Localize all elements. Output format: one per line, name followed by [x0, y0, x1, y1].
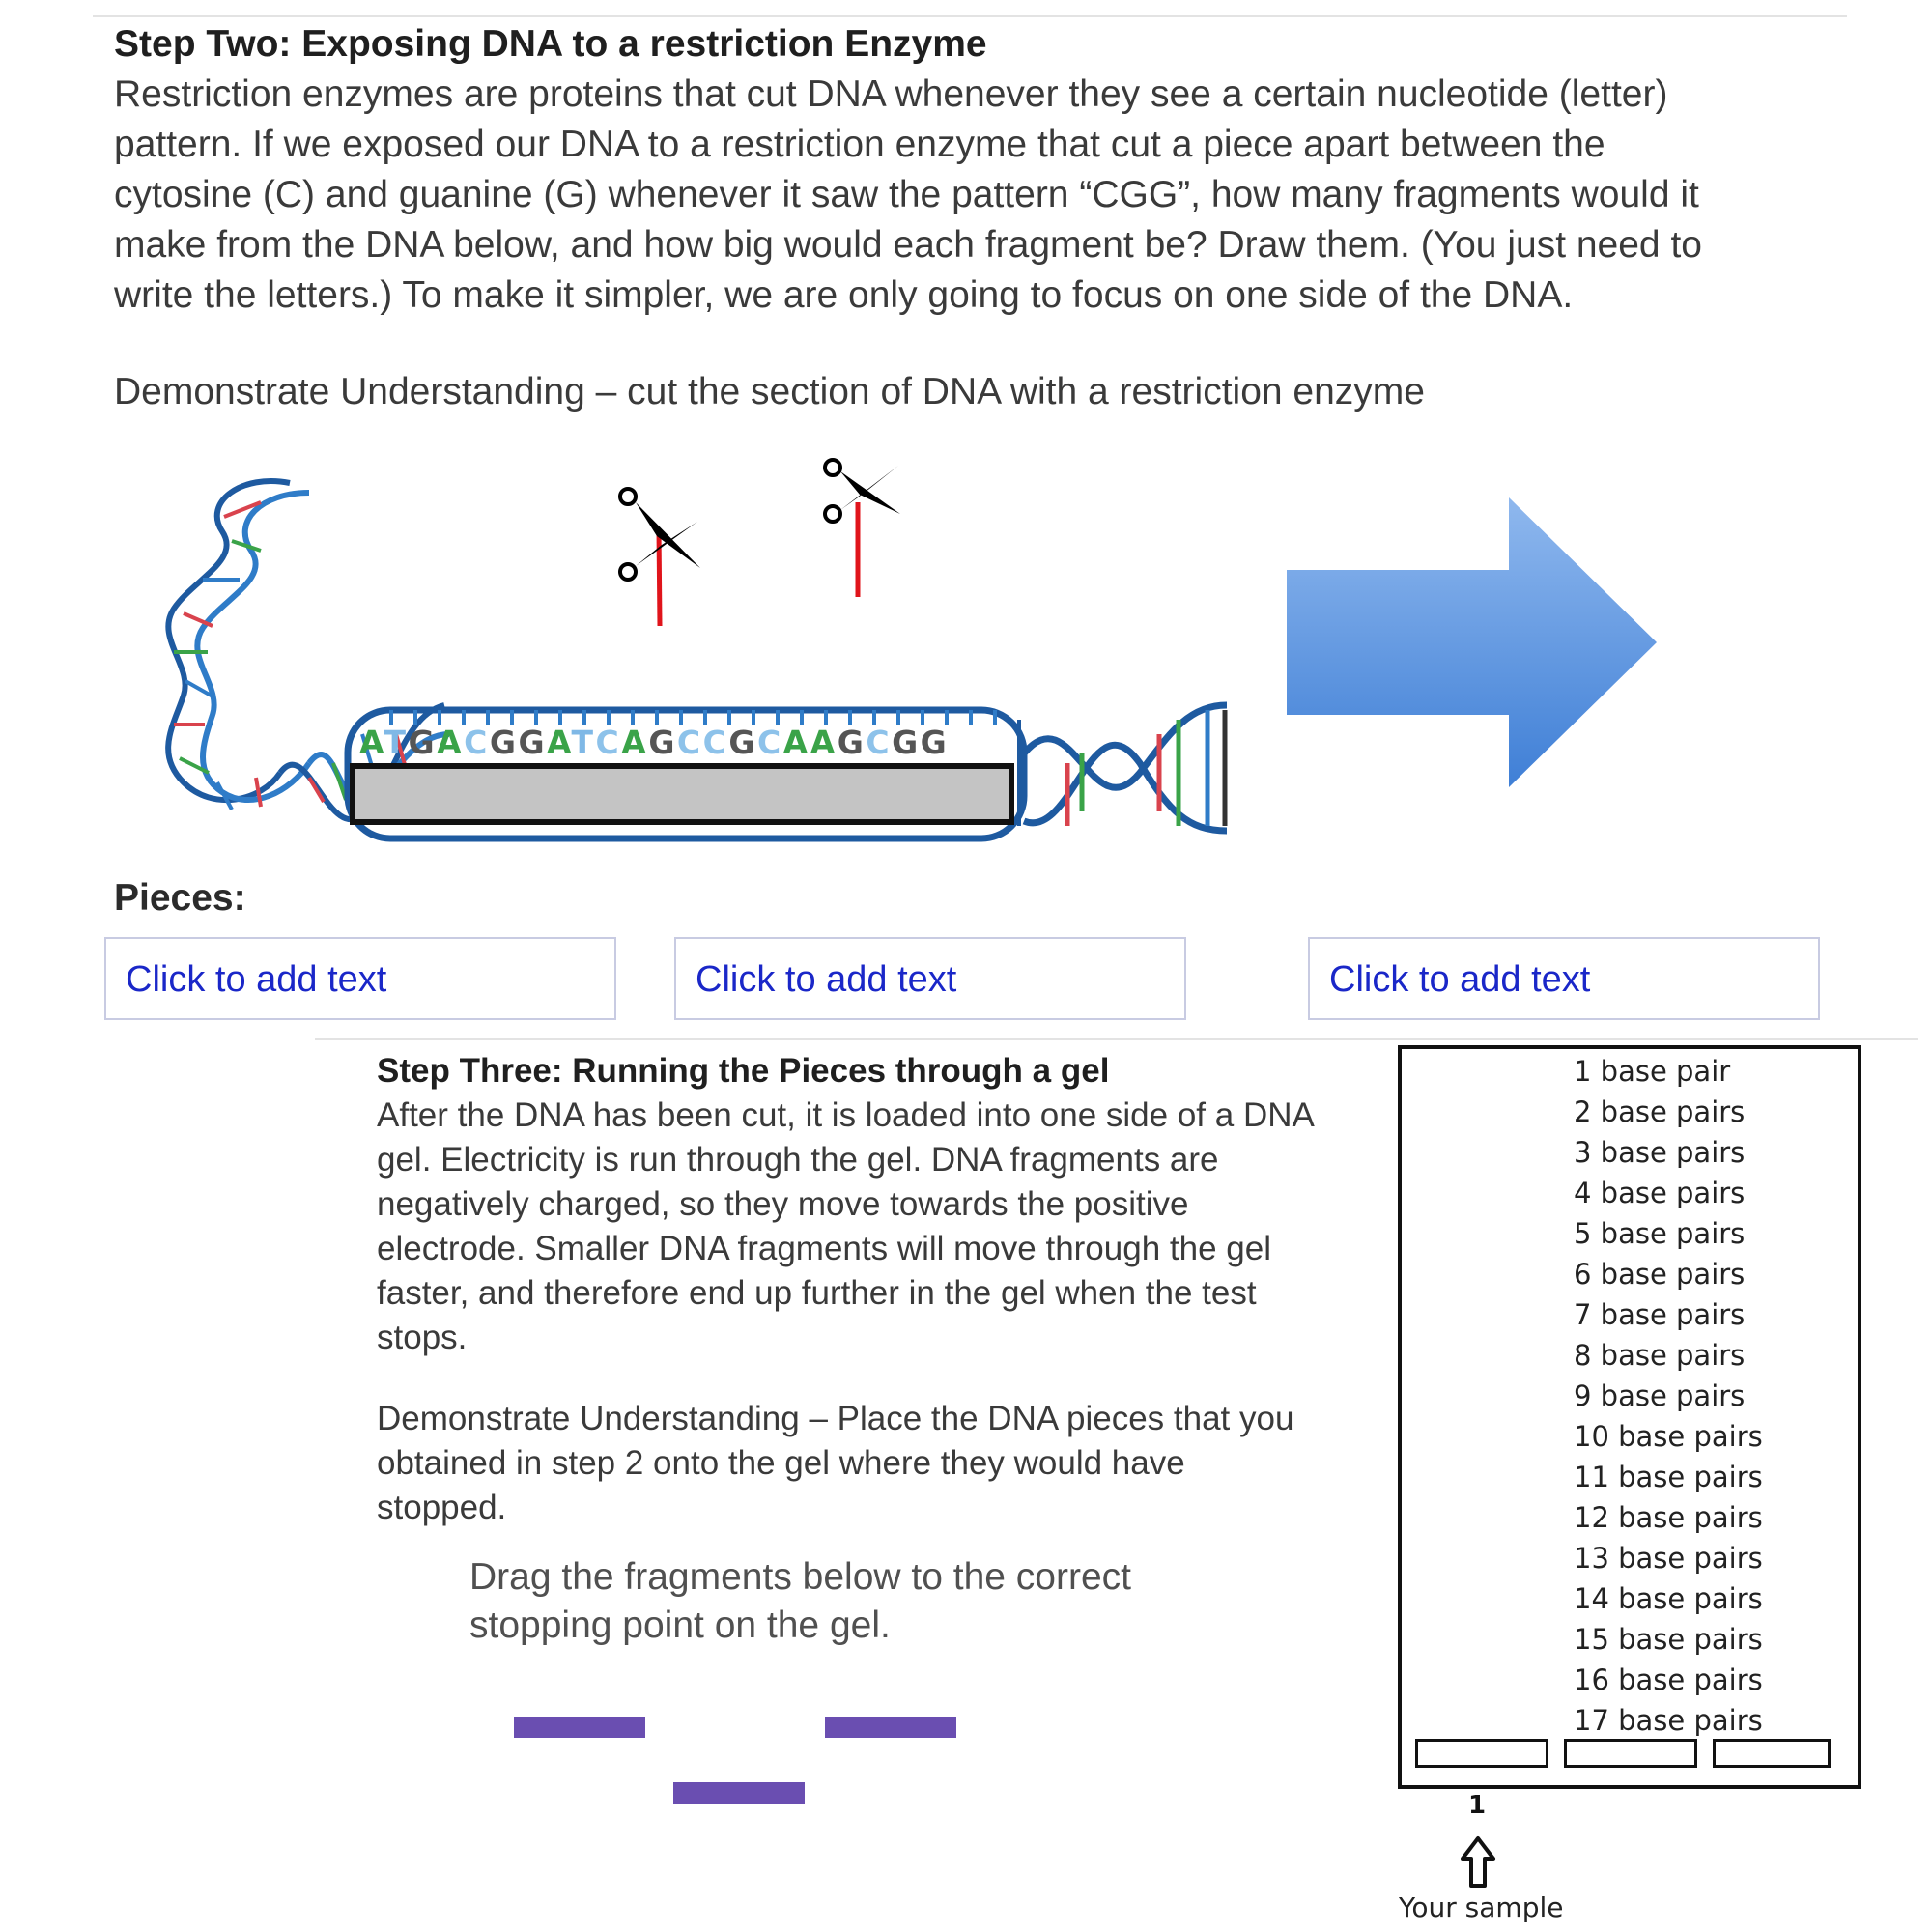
gel-well[interactable]	[1415, 1739, 1548, 1768]
step-two-body-line: write the letters.) To make it simpler, we are only going to focus on one side of the DNA.	[114, 274, 1574, 316]
draggable-fragment-3[interactable]	[673, 1782, 805, 1804]
step-three-body-line: gel. Electricity is run through the gel. DNA fragments are	[377, 1141, 1219, 1179]
nucleotide-letter: T	[571, 724, 596, 761]
gel-wells	[1415, 1739, 1850, 1768]
piece-text-box-1[interactable]: Click to add text	[104, 937, 616, 1020]
nucleotide-letter: C	[756, 724, 783, 761]
nucleotide-letter: A	[782, 724, 810, 761]
gel-ladder-label: 8 base pairs	[1574, 1339, 1746, 1372]
nucleotide-letter: G	[518, 724, 548, 761]
gel-ladder-label: 16 base pairs	[1574, 1663, 1763, 1696]
dna-coil	[168, 481, 309, 810]
dna-complement-bar	[353, 766, 1011, 822]
gel-ladder-label: 11 base pairs	[1574, 1461, 1763, 1493]
nucleotide-letter: G	[408, 724, 438, 761]
nucleotide-letter: G	[892, 724, 921, 761]
lane-number: 1	[1468, 1791, 1487, 1820]
nucleotide-letter: C	[702, 724, 729, 761]
gel-ladder-label: 9 base pairs	[1574, 1379, 1746, 1412]
nucleotide-letter: C	[464, 724, 490, 761]
scissors-icon[interactable]	[620, 489, 700, 626]
dna-helix-right	[1024, 705, 1227, 831]
gel-ladder-label: 5 base pairs	[1574, 1217, 1746, 1250]
top-divider	[93, 15, 1847, 17]
draggable-fragment-2[interactable]	[825, 1717, 956, 1738]
piece-text-box-2[interactable]: Click to add text	[674, 937, 1186, 1020]
nucleotide-letter: G	[648, 724, 677, 761]
gel-well[interactable]	[1713, 1739, 1831, 1768]
nucleotide-letter: C	[595, 724, 622, 761]
step-two-body-line: pattern. If we exposed our DNA to a restriction enzyme that cut a piece apart between the	[114, 124, 1605, 165]
step-three-body	[377, 1094, 1381, 1360]
nucleotide-letter: G	[728, 724, 757, 761]
drag-instructions-line: Drag the fragments below to the correct	[469, 1556, 1131, 1598]
section-divider	[315, 1038, 1918, 1040]
step-three-body-line: electrode. Smaller DNA fragments will move through the gel	[377, 1230, 1271, 1267]
nucleotide-letter: A	[621, 724, 649, 761]
nucleotide-letter: A	[547, 724, 572, 761]
gel-ladder-label: 10 base pairs	[1574, 1420, 1763, 1453]
gel-ladder-label: 15 base pairs	[1574, 1623, 1763, 1656]
draggable-fragment-1[interactable]	[514, 1717, 645, 1738]
step-three-demonstrate-line: stopped.	[377, 1489, 507, 1526]
gel-ladder-label: 14 base pairs	[1574, 1582, 1763, 1615]
step-two-body-line: make from the DNA below, and how big would each fragment be? Draw them. (You just need to	[114, 224, 1702, 266]
nucleotide-letter: C	[676, 724, 703, 761]
step-three-demonstrate	[377, 1397, 1381, 1530]
dna-sequence	[359, 724, 949, 761]
step-two-demonstrate: Demonstrate Understanding – cut the section of DNA with a restriction enzyme	[114, 371, 1425, 412]
step-three-body-line: faster, and therefore end up further in the gel when the test	[377, 1274, 1257, 1312]
nucleotide-letter: A	[437, 724, 465, 761]
nucleotide-letter: G	[489, 724, 519, 761]
gel-ladder-label: 4 base pairs	[1574, 1177, 1746, 1209]
step-three-title: Step Three: Running the Pieces through a gel	[377, 1052, 1110, 1090]
step-three-body-line: After the DNA has been cut, it is loaded into one side of a DNA	[377, 1096, 1315, 1134]
pieces-label: Pieces:	[114, 877, 246, 919]
nucleotide-letter: C	[866, 724, 893, 761]
gel-box[interactable]	[1398, 1045, 1861, 1789]
gel-ladder-label: 3 base pairs	[1574, 1136, 1746, 1169]
gel-ladder-label: 17 base pairs	[1574, 1704, 1763, 1737]
sample-label: Your sample	[1399, 1891, 1564, 1923]
gel-ladder-label: 2 base pairs	[1574, 1095, 1746, 1128]
drag-instructions	[469, 1553, 1131, 1650]
step-two-body	[114, 70, 1853, 321]
step-three-body-line: stops.	[377, 1319, 468, 1356]
step-three-demonstrate-line: Demonstrate Understanding – Place the DNA pieces that you	[377, 1400, 1294, 1437]
gel-ladder-label: 7 base pairs	[1574, 1298, 1746, 1331]
step-two-title: Step Two: Exposing DNA to a restriction Enzyme	[114, 23, 987, 65]
nucleotide-letter: A	[359, 724, 384, 761]
nucleotide-letter: T	[384, 724, 409, 761]
drag-instructions-line: stopping point on the gel.	[469, 1605, 891, 1646]
gel-ladder-label: 12 base pairs	[1574, 1501, 1763, 1534]
gel-well[interactable]	[1564, 1739, 1697, 1768]
gel-ladder-label: 1 base pair	[1574, 1055, 1731, 1088]
piece-text-box-3[interactable]: Click to add text	[1308, 937, 1820, 1020]
nucleotide-letter: G	[920, 724, 950, 761]
step-three-demonstrate-line: obtained in step 2 onto the gel where they would have	[377, 1444, 1185, 1482]
scissors-icon[interactable]	[825, 460, 900, 597]
gel-ladder	[1574, 1051, 1854, 1756]
up-arrow-icon	[1459, 1835, 1497, 1889]
step-three-body-line: negatively charged, so they move towards the positive	[377, 1185, 1189, 1223]
gel-ladder-label: 6 base pairs	[1574, 1258, 1746, 1291]
nucleotide-letter: G	[837, 724, 867, 761]
step-two-body-line: cytosine (C) and guanine (G) whenever it saw the pattern “CGG”, how many fragments would it	[114, 174, 1699, 215]
right-arrow-icon	[1285, 493, 1671, 792]
nucleotide-letter: A	[810, 724, 838, 761]
gel-ladder-label: 13 base pairs	[1574, 1542, 1763, 1575]
step-two-body-line: Restriction enzymes are proteins that cut DNA whenever they see a certain nucleotide (letter)	[114, 73, 1668, 115]
dna-illustration	[116, 444, 1256, 850]
